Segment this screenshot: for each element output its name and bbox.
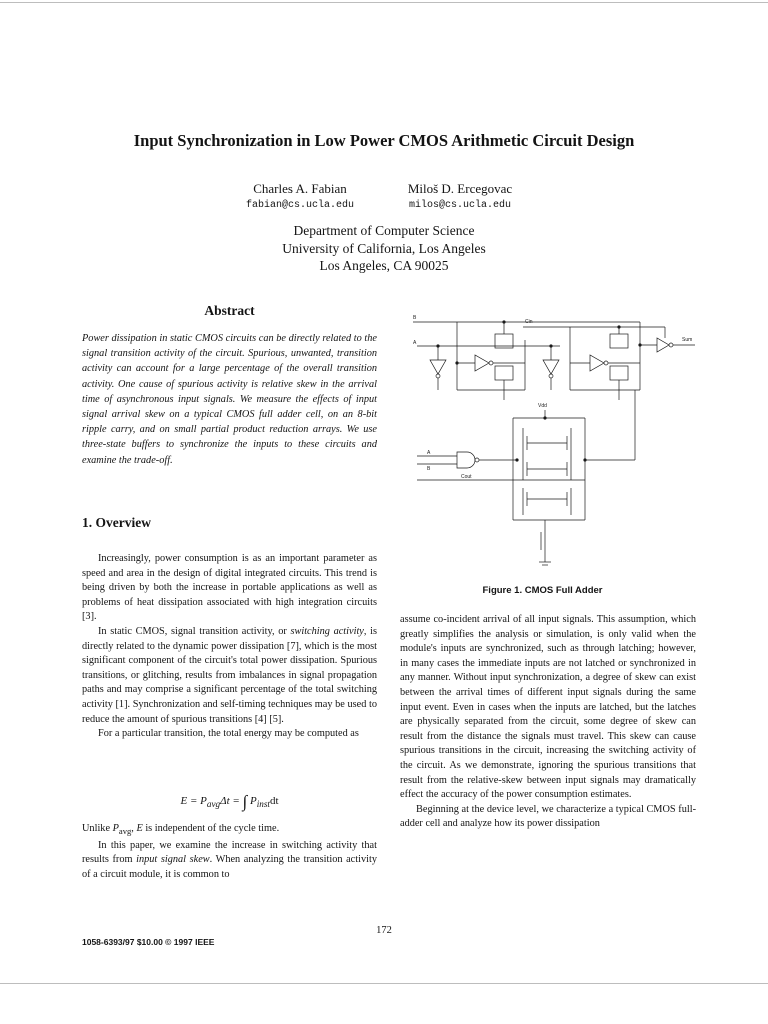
paragraph — [82, 625, 377, 727]
emphasis: E — [136, 823, 143, 834]
bottom-rule — [0, 983, 768, 984]
paper-title: Input Synchronization in Low Power CMOS Arithmetic Circuit Design — [133, 131, 635, 150]
cmos-full-adder-schematic — [395, 310, 707, 582]
left-column-text — [82, 822, 377, 882]
text-run: In this paper, we examine the increase in switching activity that results from — [82, 839, 377, 866]
equation-subscript: avg — [206, 799, 221, 810]
abstract-text: Power dissipation in static CMOS circuits can be directly related to the signal transition activity of the circuit. Spurious, unwanted, transition activity can account for a large percentage of the overall transition activity. One cause of spurious activity is relative skew in the arrival time of asynchronous input signals. We measure the effects of input signal arrival skew on a typical CMOS full adder cell, on an 8-bit ripple carry, and on small partial product reduction arrays. We use three-state buffers to synchronize the inputs to these circuits and examine the trade-off. — [82, 333, 377, 466]
affiliation — [0, 222, 768, 275]
section-heading: 1. Overview — [82, 515, 151, 530]
figure-label-vdd: Vdd — [538, 403, 547, 409]
subscript: avg — [118, 826, 132, 837]
author-name: Miloš D. Ercegovac — [407, 181, 513, 196]
figure-caption: Figure 1. CMOS Full Adder — [482, 585, 603, 596]
figure-label-b: B — [413, 315, 417, 321]
author-block — [360, 181, 560, 211]
text-run: is independent of the cycle time. — [142, 823, 280, 834]
paragraph — [82, 822, 377, 839]
paragraph: Beginning at the device level, we characterize a typical CMOS full-adder cell and analyze how its power dissipation — [400, 803, 696, 830]
affiliation-department: Department of Computer Science — [293, 223, 475, 238]
author-email: milos@cs.ucla.edu — [408, 200, 512, 211]
equation-part: Δt = — [220, 795, 243, 807]
figure-label-cout: Cout — [461, 474, 472, 480]
equation-part: dt — [269, 795, 279, 807]
figure-label-b: B — [427, 466, 431, 472]
energy-equation — [82, 792, 377, 812]
author-name: Charles A. Fabian — [253, 181, 347, 196]
equation-subscript: inst — [256, 799, 270, 810]
text-run: In static CMOS, signal transition activity, or — [98, 625, 291, 637]
equation-part: P — [249, 795, 257, 807]
emphasis: P — [112, 823, 119, 834]
paragraph — [82, 839, 377, 883]
copyright-notice: 1058-6393/97 $10.00 © 1997 IEEE — [82, 937, 215, 947]
paragraph: Increasingly, power consumption is as an important parameter as speed and area in the design of digital integrated circuits. This trend is being driven by both the increase in portable applications as well as problems of heat dissipation associated with high integration circuits [3]. — [82, 553, 377, 623]
text-run: Unlike — [82, 823, 113, 834]
page-number: 172 — [376, 925, 392, 936]
text-run: . When analyzing the transition activity of a circuit module, it is common to — [82, 854, 377, 880]
affiliation-address: Los Angeles, CA 90025 — [319, 258, 449, 273]
text-run: , — [131, 823, 137, 834]
paragraph: For a particular transition, the total energy may be computed as — [98, 728, 359, 740]
abstract-heading: Abstract — [204, 303, 255, 318]
figure-label-cin: Cin — [525, 319, 533, 325]
emphasis: switching activity — [290, 625, 364, 637]
integral-sign: ∫ — [242, 792, 248, 811]
top-rule — [0, 2, 768, 3]
left-column-text — [82, 552, 377, 742]
figure-label-a: A — [413, 340, 417, 346]
emphasis: input signal skew — [136, 854, 210, 866]
author-email: fabian@cs.ucla.edu — [245, 200, 355, 211]
right-column-text — [400, 613, 696, 832]
paragraph: assume co-incident arrival of all input signals. This assumption, which greatly simplifies the analysis or simulation, is only valid when the module's inputs are synchronized, such as through latching; however, in many cases the immediate inputs are not latched or synchronized in any manner. Without input synchronization, a degree of skew can exist between the arrival times of different input signals during the same input event. Even in cases when the inputs are latched, but the latches are physically separated from the circuit, some degree of skew can result from the distance the signals must travel. This skew can cause spurious transitions in the circuit, increasing the switching activity of the circuit. As we demonstrate, ignoring the spurious transitions that result from the relative-skew between input signals may dramatically effect the accuracy of the power consumption estimates. — [400, 614, 696, 801]
affiliation-university: University of California, Los Angeles — [282, 240, 486, 256]
figure-label-sum: Sum — [682, 337, 693, 343]
equation-part: E = P — [180, 795, 207, 807]
figure-label-a: A — [427, 450, 431, 456]
text-run: , is directly related to the dynamic power dissipation [7], which is the most significant component of the circuit's total power dissipation. Spurious transitions, or glitching, results from imbalances in signal propagation paths and may comprise a significant percentage of the total switching activity [1]. Synchronization and self-timing techniques may be used to reduce the amount of spurious transitions [4] [5]. — [82, 625, 377, 725]
